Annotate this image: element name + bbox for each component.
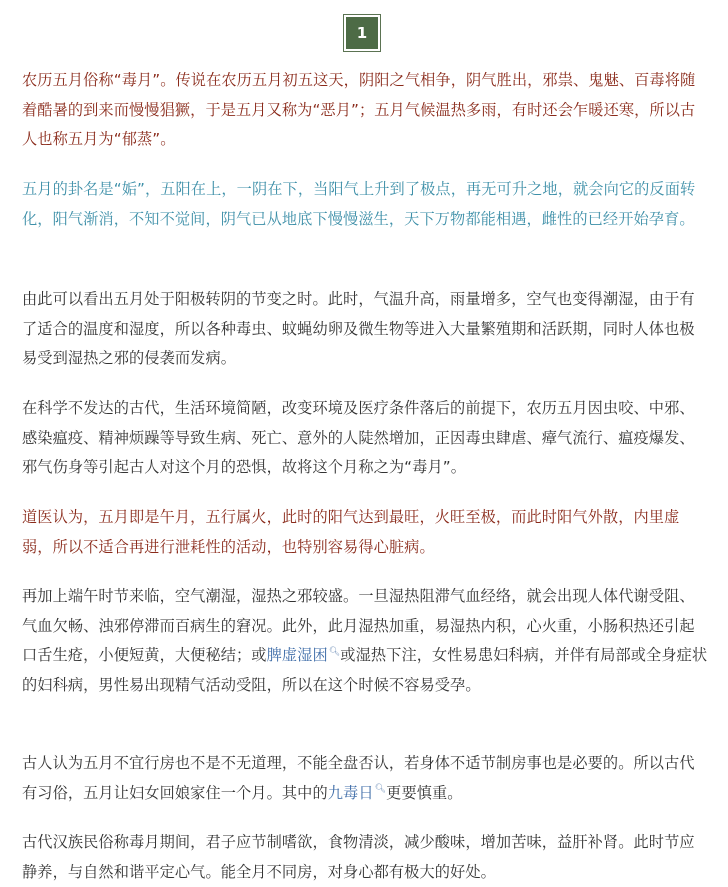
paragraph-gou-hexagram: 五月的卦名是“姤”，五阳在上，一阴在下，当阳气上升到了极点，再无可升之地，就会向它的反面转化，阳气渐消，不知不觉间，阴气已从地底下慢慢滋生，天下万物都能相遇，雌性的已经开始孕育。 [22,180,696,228]
paragraph-folk-custom: 古代汉族民俗称毒月期间，君子应节制嗜欲，食物清淡，减少酸味，增加苦味，益肝补肾。此时节应静养，与自然和谐平定心气。能全月不同房，对身心都有极大的好处。 [22,833,695,881]
paragraph-dampness-heat [22,582,708,700]
search-icon[interactable]: 🔍︎ [328,646,341,657]
link-spleen-deficiency[interactable]: 脾虚湿困 [266,646,328,664]
link-nine-poison-days[interactable]: 九毒日 [327,783,374,802]
paragraph-ancient-fear: 在科学不发达的古代，生活环境简陋，改变环境及医疗条件落后的前提下，农历五月因虫咬、中邪、感染瘟疫、精神烦躁等导致生病、死亡、意外的人陡然增加，正因毒虫肆虐、瘴气流行、瘟疫爆发、邪气伤身等引起古人对这个月的恐惧，故将这个月称之为“毒月”。 [22,399,695,476]
paragraph-text-part: 更要慎重。 [386,783,463,802]
paragraph-taoist-medicine: 道医认为，五月即是午月，五行属火，此时的阳气达到最旺，火旺至极，而此时阳气外散，内里虚弱，所以不适合再进行泄耗性的活动，也特别容易得心脏病。 [22,508,680,556]
paragraph-text-part: 或湿热下注，女性易患妇科病，并伴有局部或全身症状的妇科病，男性易出现精气活动受阻，所以在这个时候不容易受孕。 [22,646,708,694]
section-number: 1 [346,17,378,49]
paragraph-poison-month: 农历五月俗称“毒月”。传说在农历五月初五这天，阴阳之气相争，阴气胜出，邪祟、鬼魅、百毒将随着酷暑的到来而慢慢猖獗，于是五月又称为“恶月”；五月气候温热多雨，有时还会乍暖还寒，所以古人也称五月为“郁蒸”。 [22,71,696,148]
search-icon[interactable]: 🔍︎ [374,784,387,795]
paragraph-text-part: 再加上端午时节来临，空气潮湿，湿热之邪较盛。一旦湿热阻滞气血经络，就会出现人体代谢受阻、气血欠畅、浊邪停滞而百病生的窘况。此外，此月湿热加重，易湿热内积，心火重，小肠积热还引起口舌生疮，小便短黄，大便秘结；或 [22,587,695,664]
paragraph-custom [22,749,708,808]
paragraph-season-change: 由此可以看出五月处于阳极转阴的节变之时。此时，气温升高，雨量增多，空气也变得潮湿，由于有了适合的温度和湿度，所以各种毒虫、蚊蝇幼卵及微生物等进入大量繁殖期和活跃期，同时人体也极易受到湿热之邪的侵袭而发病。 [22,290,695,367]
section-number-badge [343,14,381,52]
paragraph-text-part: 古人认为五月不宜行房也不是不无道理，不能全盘否认，若身体不适节制房事也是必要的。所以古代有习俗，五月让妇女回娘家住一个月。其中的 [22,754,695,802]
